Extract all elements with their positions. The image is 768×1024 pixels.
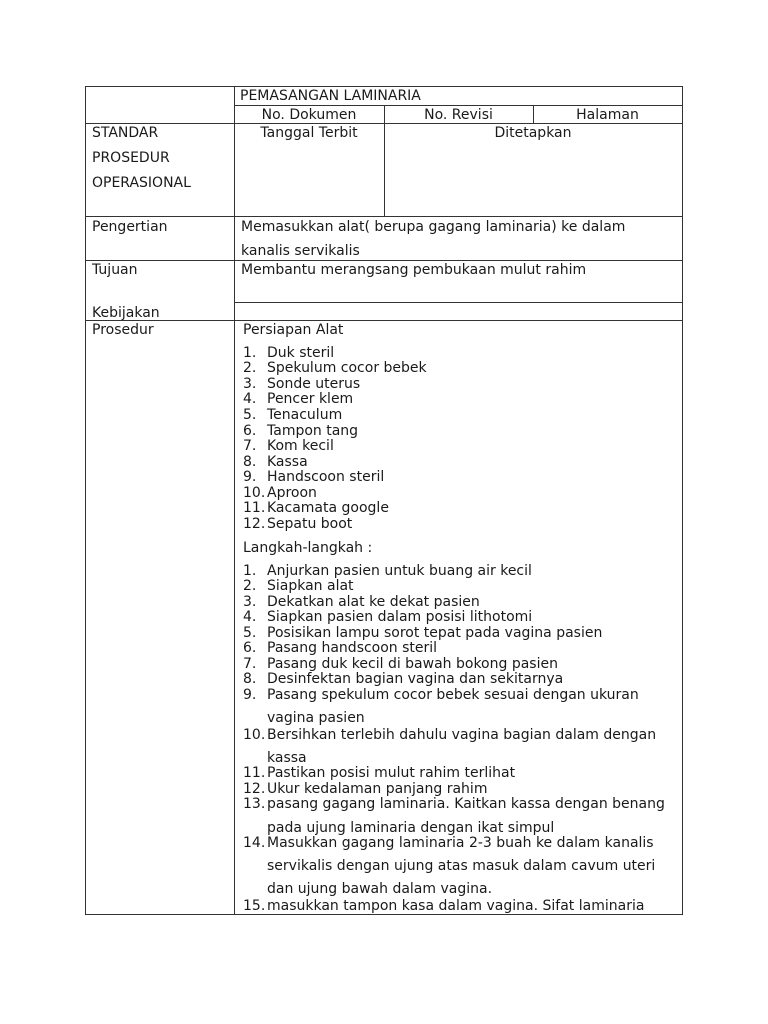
table-border-left bbox=[85, 86, 86, 915]
tujuan-inner-divider bbox=[234, 302, 683, 303]
list-item: Bersihkan terlebih dahulu vagina bagian dalam dengan bbox=[267, 727, 657, 743]
list-item-number: 3. bbox=[243, 594, 257, 610]
list-item: Tenaculum bbox=[267, 407, 343, 423]
list-item: Desinfektan bagian vagina dan sekitarnya bbox=[267, 671, 564, 687]
tujuan-text: Membantu merangsang pembukaan mulut rahim bbox=[241, 262, 587, 278]
list-item-number: 9. bbox=[243, 469, 257, 485]
pengertian-text-line1: Memasukkan alat( berupa gagang laminaria) ke dalam bbox=[241, 219, 626, 235]
list-item: Pasang duk kecil di bawah bokong pasien bbox=[267, 656, 558, 672]
list-item: Kom kecil bbox=[267, 438, 334, 454]
list-item: Sepatu boot bbox=[267, 516, 353, 532]
table-border-top bbox=[85, 86, 683, 87]
list-item-number: 9. bbox=[243, 687, 257, 703]
sop-label-line1: STANDAR bbox=[92, 125, 159, 141]
list-item: Spekulum cocor bebek bbox=[267, 360, 427, 376]
document-title: PEMASANGAN LAMINARIA bbox=[240, 88, 421, 104]
list-item-number: 15. bbox=[243, 898, 266, 914]
list-item: pasang gagang laminaria. Kaitkan kassa dengan benang bbox=[267, 796, 665, 812]
list-item: Aproon bbox=[267, 485, 317, 501]
list-item-number: 11. bbox=[243, 765, 266, 781]
sop-label-line2: PROSEDUR bbox=[92, 150, 170, 166]
list-item-number: 12. bbox=[243, 781, 266, 797]
list-item: Siapkan pasien dalam posisi lithotomi bbox=[267, 609, 533, 625]
list-item-number: 6. bbox=[243, 640, 257, 656]
list-item: Ukur kedalaman panjang rahim bbox=[267, 781, 488, 797]
prosedur-label: Prosedur bbox=[92, 322, 154, 338]
list-item-number: 4. bbox=[243, 391, 257, 407]
list-item: Sonde uterus bbox=[267, 376, 361, 392]
list-item: Posisikan lampu sorot tepat pada vagina pasien bbox=[267, 625, 603, 641]
list-item-continuation: pada ujung laminaria dengan ikat simpul bbox=[267, 820, 555, 836]
list-item: Pastikan posisi mulut rahim terlihat bbox=[267, 765, 516, 781]
list-item-number: 10. bbox=[243, 485, 266, 501]
list-item-number: 4. bbox=[243, 609, 257, 625]
list-item-number: 8. bbox=[243, 454, 257, 470]
pengertian-label: Pengertian bbox=[92, 219, 168, 235]
kebijakan-row-divider bbox=[85, 320, 683, 321]
sop-label-line3: OPERASIONAL bbox=[92, 175, 191, 191]
list-item: Kassa bbox=[267, 454, 308, 470]
list-item-number: 14. bbox=[243, 835, 266, 851]
list-item-number: 10. bbox=[243, 727, 266, 743]
pengertian-text-line2: kanalis servikalis bbox=[241, 243, 360, 259]
list-item-number: 6. bbox=[243, 423, 257, 439]
table-border-bottom bbox=[85, 914, 683, 915]
list-item-continuation: vagina pasien bbox=[267, 710, 365, 726]
list-item-continuation: servikalis dengan ujung atas masuk dalam cavum uteri bbox=[267, 858, 656, 874]
tanggal-terbit-label: Tanggal Terbit bbox=[260, 125, 358, 141]
pengertian-row-divider bbox=[85, 260, 683, 261]
list-item: Pasang spekulum cocor bebek sesuai dengan ukuran bbox=[267, 687, 639, 703]
langkah-heading: Langkah-langkah : bbox=[243, 540, 373, 556]
list-item: Kacamata google bbox=[267, 500, 389, 516]
list-item-number: 2. bbox=[243, 578, 257, 594]
list-item: Tampon tang bbox=[267, 423, 359, 439]
halaman-label: Halaman bbox=[576, 107, 639, 123]
list-item-number: 12. bbox=[243, 516, 266, 532]
no-revisi-label: No. Revisi bbox=[424, 107, 493, 123]
persiapan-alat-heading: Persiapan Alat bbox=[243, 322, 344, 338]
list-item-number: 8. bbox=[243, 671, 257, 687]
list-item: masukkan tampon kasa dalam vagina. Sifat laminaria bbox=[267, 898, 645, 914]
ditetapkan-label: Ditetapkan bbox=[494, 125, 572, 141]
list-item-number: 1. bbox=[243, 345, 257, 361]
list-item: Masukkan gagang laminaria 2-3 buah ke dalam kanalis bbox=[267, 835, 654, 851]
label-column-divider bbox=[234, 86, 235, 915]
list-item-number: 11. bbox=[243, 500, 266, 516]
tujuan-label: Tujuan bbox=[92, 262, 138, 278]
table-border-right bbox=[682, 86, 683, 915]
list-item-number: 2. bbox=[243, 360, 257, 376]
list-item-number: 3. bbox=[243, 376, 257, 392]
list-item-continuation: kassa bbox=[267, 750, 307, 766]
list-item: Siapkan alat bbox=[267, 578, 354, 594]
kebijakan-label: Kebijakan bbox=[92, 305, 160, 321]
list-item: Pasang handscoon steril bbox=[267, 640, 438, 656]
no-dokumen-label: No. Dokumen bbox=[261, 107, 357, 123]
list-item-number: 7. bbox=[243, 438, 257, 454]
list-item-number: 1. bbox=[243, 563, 257, 579]
list-item: Dekatkan alat ke dekat pasien bbox=[267, 594, 480, 610]
list-item: Anjurkan pasien untuk buang air kecil bbox=[267, 563, 532, 579]
list-item-number: 5. bbox=[243, 407, 257, 423]
list-item-number: 5. bbox=[243, 625, 257, 641]
list-item: Handscoon steril bbox=[267, 469, 385, 485]
list-item: Pencer klem bbox=[267, 391, 354, 407]
list-item-number: 7. bbox=[243, 656, 257, 672]
list-item-continuation: dan ujung bawah dalam vagina. bbox=[267, 881, 493, 897]
list-item: Duk steril bbox=[267, 345, 335, 361]
list-item-number: 13. bbox=[243, 796, 266, 812]
header-row-divider bbox=[234, 105, 683, 106]
